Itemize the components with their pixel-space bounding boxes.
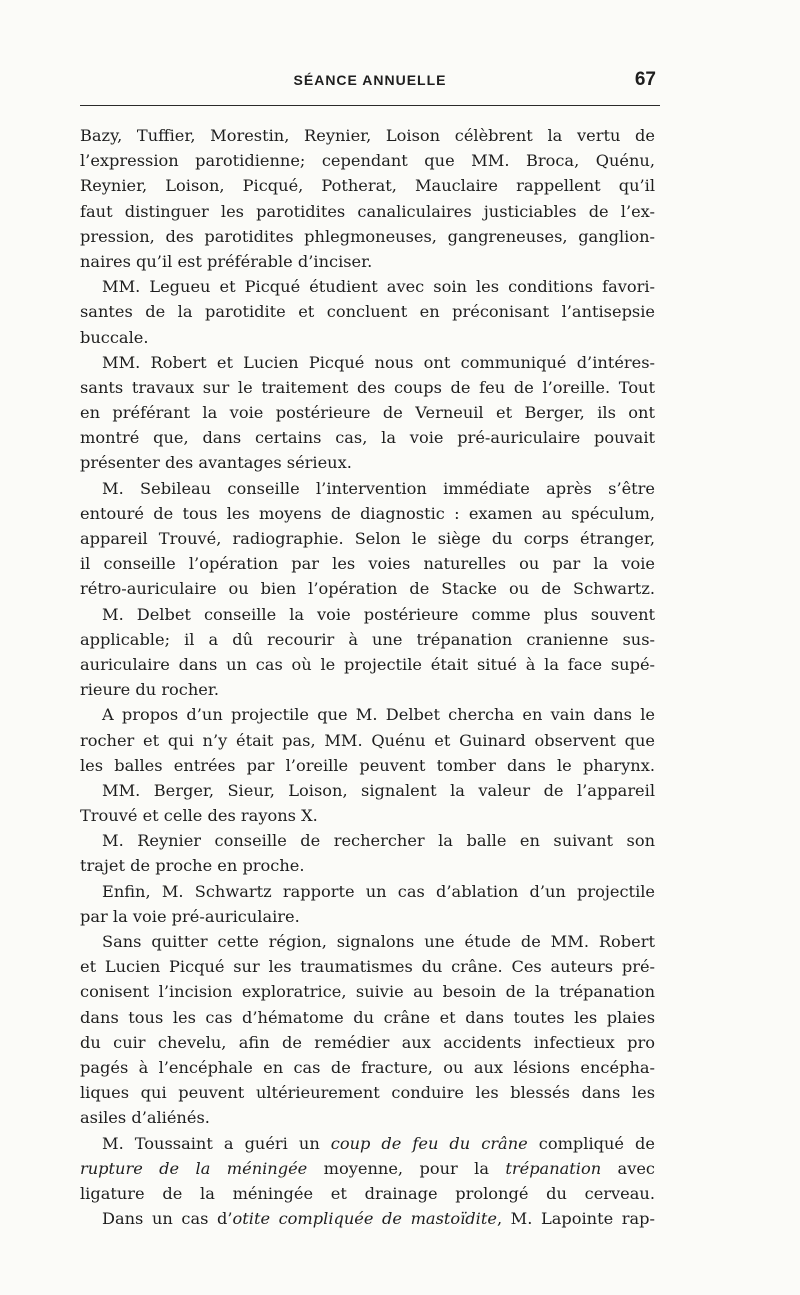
plain-lines (80, 123, 655, 1131)
text-line: M. Sebileau conseille l’intervention immédiate après s’être (102, 478, 655, 498)
text-line: buccale. (80, 327, 149, 347)
text-line: rieure du rocher. (80, 680, 219, 700)
text-line: pagés à l’encéphale en cas de fracture, ou aux lésions encépha- (80, 1057, 655, 1077)
text-line: rocher et qui n’y était pas, MM. Quénu et Guinard observent que (80, 730, 655, 750)
text-run: avec (601, 1158, 655, 1178)
italic-run: otite compliquée de mastoïdite (232, 1209, 497, 1229)
text-line: il conseille l’opération par les voies naturelles ou par la voie (80, 554, 655, 574)
text-line: montré que, dans certains cas, la voie pré-auriculaire pouvait (80, 428, 655, 448)
italic-run: rupture de la méningée (80, 1158, 308, 1178)
text-run: , M. Lapointe rap- (496, 1209, 655, 1229)
text-run: compliqué de (527, 1133, 655, 1153)
text-line: par la voie pré-auriculaire. (80, 906, 300, 926)
text-line: MM. Legueu et Picqué étudient avec soin les conditions favori- (102, 277, 655, 297)
text-line: auriculaire dans un cas où le projectile était situé à la face supé- (80, 654, 655, 674)
text-line: Trouvé et celle des rayons X. (80, 806, 318, 826)
text-line: présenter des avantages sérieux. (80, 453, 352, 473)
text-run: Dans un cas d’ (102, 1209, 233, 1229)
text-run: moyenne, pour la (307, 1158, 506, 1178)
text-line: MM. Robert et Lucien Picqué nous ont communiqué d’intéres- (102, 352, 655, 372)
text-line: appareil Trouvé, radiographie. Selon le siège du corps étranger, (80, 529, 655, 548)
text-line: pression, des parotidites phlegmoneuses, gangreneuses, ganglion- (80, 226, 655, 246)
text-line: A propos d’un projectile que M. Delbet chercha en vain dans le (102, 705, 655, 725)
text-line: dans tous les cas d’hématome du crâne et dans toutes les plaies (80, 1007, 655, 1027)
text-line: et Lucien Picqué sur les traumatismes du crâne. Ces auteurs pré- (80, 957, 655, 977)
body-text (80, 123, 655, 1231)
italic-run: coup de feu du crâne (330, 1133, 528, 1153)
page-number: 67 (634, 69, 656, 90)
text-line: M. Delbet conseille la voie postérieure comme plus souvent (102, 604, 655, 624)
text-line: sants travaux sur le traitement des coups de feu de l’oreille. Tout (80, 377, 655, 397)
text-line: rétro-auriculaire ou bien l’opération de Stacke ou de Schwartz. (80, 579, 655, 599)
text-line: Enfin, M. Schwartz rapporte un cas d’ablation d’un projectile (102, 881, 655, 901)
italic-run: trépanation (505, 1158, 602, 1178)
text-run: ligature de la méningée et drainage prolongé du cerveau. (80, 1183, 655, 1203)
text-line: M. Reynier conseille de rechercher la balle en suivant son (102, 831, 655, 851)
text-line (80, 1181, 655, 1206)
text-line: du cuir chevelu, afin de remédier aux accidents infectieux pro (80, 1032, 655, 1052)
text-line: Bazy, Tuffier, Morestin, Reynier, Loison célèbrent la vertu de (80, 126, 655, 145)
running-title: SÉANCE ANNUELLE (293, 72, 447, 88)
text-line: santes de la parotidite et concluent en préconisant l’antisepsie (80, 302, 655, 322)
text-line: les balles entrées par l’oreille peuvent tomber dans le pharynx. (80, 755, 655, 775)
text-line (80, 1156, 655, 1181)
text-line: en préférant la voie postérieure de Verneuil et Berger, ils ont (80, 403, 655, 423)
text-line: l’expression parotidienne; cependant que MM. Broca, Quénu, (80, 151, 655, 171)
text-line: Reynier, Loison, Picqué, Potherat, Mauclaire rappellent qu’il (80, 176, 655, 196)
text-line: trajet de proche en proche. (80, 856, 305, 876)
text-line: faut distinguer les parotidites canaliculaires justiciables de l’ex- (80, 201, 655, 221)
text-run: M. Toussaint a guéri un (102, 1133, 331, 1153)
text-line: applicable; il a dû recourir à une trépanation cranienne sus- (80, 629, 655, 649)
text-line: MM. Berger, Sieur, Loison, signalent la valeur de l’appareil (102, 780, 655, 800)
header-rule (80, 105, 660, 106)
text-line: liques qui peuvent ultérieurement conduire les blessés dans les (80, 1083, 655, 1103)
text-line: entouré de tous les moyens de diagnostic : examen au spéculum, (80, 503, 655, 523)
text-line: asiles d’aliénés. (80, 1108, 210, 1128)
running-head (80, 70, 660, 100)
text-line: Sans quitter cette région, signalons une étude de MM. Robert (102, 932, 655, 951)
text-line: conisent l’incision exploratrice, suivie au besoin de la trépanation (80, 982, 655, 1002)
text-line (80, 1206, 655, 1231)
text-line (80, 1131, 655, 1156)
text-line: naires qu’il est préférable d’inciser. (80, 251, 373, 271)
